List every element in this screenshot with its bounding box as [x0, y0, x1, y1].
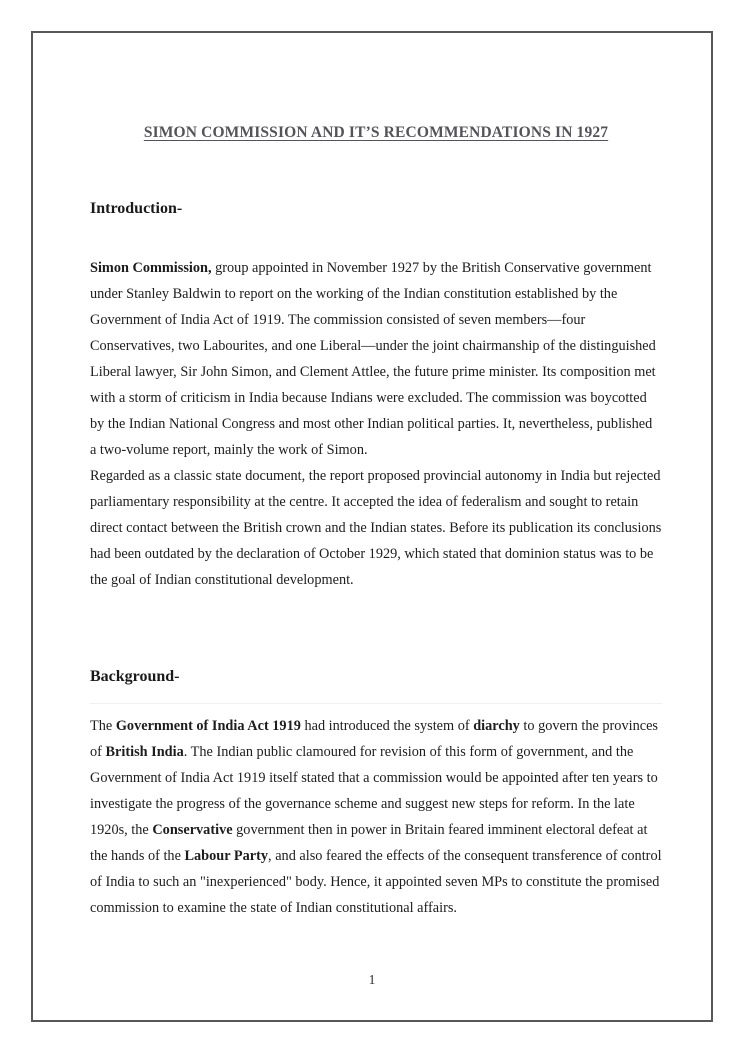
introduction-body	[90, 255, 662, 593]
term-government-of-india-act-1919[interactable]: Government of India Act 1919	[115, 718, 301, 735]
document-content	[90, 123, 662, 921]
page-border-frame	[31, 31, 713, 1022]
background-text-5: government then in power in Britain feared imminent electoral defeat at the hands of the	[90, 822, 648, 865]
lead-in-bold: Simon Commission,	[90, 260, 212, 277]
background-text-1: The	[90, 718, 116, 735]
background-text-2: had introduced the system of	[300, 718, 474, 735]
page-title: SIMON COMMISSION AND IT’S RECOMMENDATIONS IN 1927	[143, 124, 609, 141]
term-british-india[interactable]: British India	[105, 744, 184, 761]
background-text-4: . The Indian public clamoured for revision of this form of government, and the Government of India Act 1919 itself stated that a commission would be appointed after ten years to investigate the progress of the governance scheme and suggest new steps for reform. In the late 1920s, the	[90, 744, 658, 839]
term-diarchy[interactable]: diarchy	[473, 718, 520, 735]
section-divider-rule	[90, 703, 662, 704]
paragraph-introduction-2: Regarded as a classic state document, the report proposed provincial autonomy in India but rejected parliamentary responsibility at the centre. It accepted the idea of federalism and sought to retain direct contact between the British crown and the Indian states. Before its publication its conclusions had been outdated by the declaration of October 1929, which stated that dominion status was to be the goal of Indian constitutional development.	[90, 468, 662, 589]
background-text-3: to govern the provinces of	[90, 718, 658, 761]
paragraph-background-1	[90, 713, 662, 921]
section-heading-introduction: Introduction-	[90, 200, 183, 218]
background-body	[90, 713, 662, 921]
term-labour-party[interactable]: Labour Party	[184, 848, 269, 865]
page-number: 1	[368, 972, 376, 987]
paragraph-introduction-1-text: group appointed in November 1927 by the British Conservative government under Stanley Baldwin to report on the working of the Indian constitution established by the Government of India Act of 1919. The commission consisted of seven members—four Conservatives, two Labourites, and one Liberal—under the joint chairmanship of the distinguished Liberal lawyer, Sir John Simon, and Clement Attlee, the future prime minister. Its composition met with a storm of criticism in India because Indians were excluded. The commission was boycotted by the Indian National Congress and most other Indian political parties. It, nevertheless, published a two-volume report, mainly the work of Simon.	[90, 260, 656, 459]
paragraph-introduction-1	[90, 255, 662, 463]
section-heading-background: Background-	[90, 668, 180, 686]
term-conservative[interactable]: Conservative	[152, 822, 233, 839]
background-text-6: , and also feared the effects of the consequent transference of control of India to such an "inexperienced" body. Hence, it appointed seven MPs to constitute the promised commission to examine the state of Indian constitutional affairs.	[90, 848, 662, 917]
